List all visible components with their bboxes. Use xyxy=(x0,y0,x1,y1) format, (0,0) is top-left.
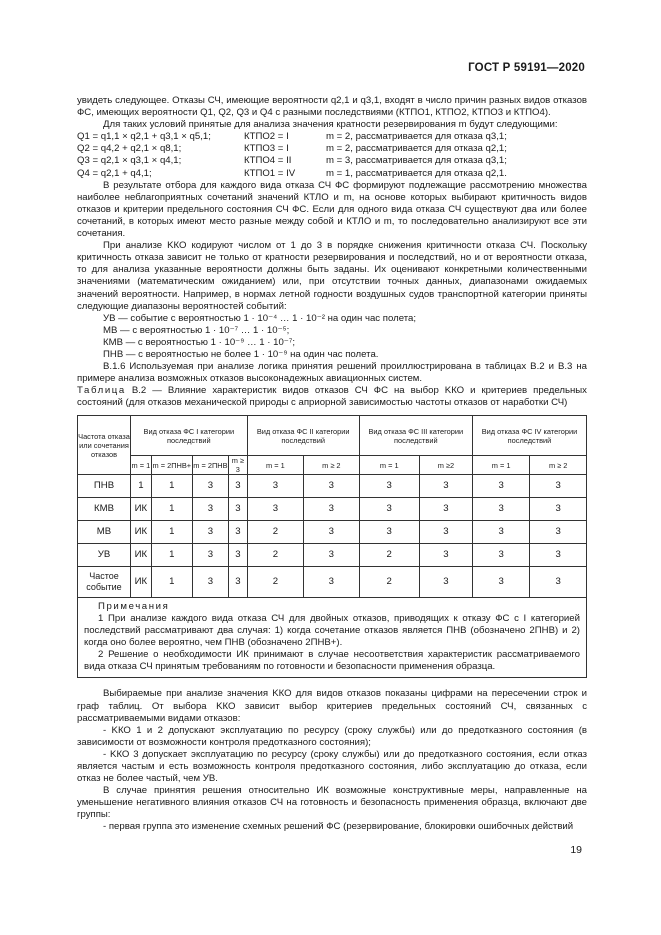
table-cell: 3 xyxy=(419,521,472,544)
page-body xyxy=(77,95,587,834)
table-corner-header: Частота отказа или сочетания отказов xyxy=(78,416,131,475)
table-subheader: m ≥ 3 xyxy=(229,456,248,475)
equation-ktpo: КТПО4 = II xyxy=(244,155,292,167)
table-cell: 3 xyxy=(192,498,228,521)
table-row-label: Частое событие xyxy=(78,567,131,598)
table-notes xyxy=(77,598,587,678)
paragraph: - KКО 1 и 2 допускают эксплуатацию по ресурсу (сроку службы) или до предотказного состояния (в зависимости от возможности контроля предотказного состояния); xyxy=(77,724,587,748)
equation-rhs: m = 2, рассматривается для отказа q3,1; xyxy=(326,131,507,143)
paragraph: В.1.6 Используемая при анализе логика принятия решений проиллюстрирована в таблицах В.2 и В.3 на примере анализа возможных отказов высоконадежных авиационных систем. xyxy=(77,361,587,385)
table-cell: 3 xyxy=(229,567,248,598)
equation-rhs: m = 3, рассматривается для отказа q3,1; xyxy=(326,155,507,167)
table-row xyxy=(78,475,587,498)
table-cell: 3 xyxy=(229,544,248,567)
table-header-row xyxy=(78,416,587,456)
paragraph: - KКО 3 допускает эксплуатацию по ресурсу (сроку службы) или до предотказного состояния, если отказ является частым и есть возможность контроля предотказного состояния, либо эксплуатацию до отказа, если отказ не более частый, чем УВ. xyxy=(77,748,587,785)
table-cell: 3 xyxy=(472,567,529,598)
equation-lhs: Q4 = q2,1 + q4,1; xyxy=(77,167,152,179)
page-number: 19 xyxy=(570,844,582,856)
table-cell: 2 xyxy=(247,567,303,598)
table-cell: 3 xyxy=(359,521,419,544)
table-cell: 3 xyxy=(192,475,228,498)
table-cell: 2 xyxy=(247,544,303,567)
table-cell: 3 xyxy=(192,544,228,567)
table-note: 1 При анализе каждого вида отказа СЧ для двойных отказов, приводящих к отказу ФС с I категорией последствий рассматривают два случая: 1) когда сочетание отказов является ПНВ (обозначено 2ПНВ) и 2) когда оно более вероятно, чем ПНВ (обозначено 2ПНВ+). xyxy=(84,613,580,649)
table-subheader: m = 2ПНВ xyxy=(192,456,228,475)
table-cell: 3 xyxy=(530,567,587,598)
table-cell: 2 xyxy=(359,567,419,598)
table-cell: 3 xyxy=(229,475,248,498)
equation-row xyxy=(77,143,587,155)
notes-title: Примечания xyxy=(98,601,170,613)
table-cell: 3 xyxy=(530,498,587,521)
equation-ktpo: КТПО3 = I xyxy=(244,143,289,155)
probability-range: КМВ — с вероятностью 1 · 10⁻⁹ … 1 · 10⁻⁷; xyxy=(103,336,295,348)
table-cell: 3 xyxy=(472,475,529,498)
table-cell: 1 xyxy=(151,567,192,598)
table-caption-text: В.2 — Влияние характеристик видов отказов СЧ ФС на выбор KКО и критериев предельных состояний (для отказов механической природы с априорной зависимостью частоты отказов от наработки СЧ) xyxy=(77,385,587,409)
equation-rhs: m = 2, рассматривается для отказа q2,1; xyxy=(326,143,507,155)
table-subheader: m = 1 xyxy=(131,456,152,475)
table-subheader: m = 2ПНВ+ xyxy=(151,456,192,475)
table-cell: 3 xyxy=(530,544,587,567)
equation-lhs: Q1 = q1,1 × q2,1 + q3,1 × q5,1; xyxy=(77,131,211,143)
equation-list xyxy=(77,131,587,179)
table-cell: 3 xyxy=(419,475,472,498)
table-cell: 3 xyxy=(192,521,228,544)
table-group-header: Вид отказа ФС II категории последствий xyxy=(247,416,359,456)
table-cell: 3 xyxy=(304,567,360,598)
table-cell: 3 xyxy=(419,544,472,567)
table-cell: 1 xyxy=(131,475,152,498)
table-cell: ИК xyxy=(131,544,152,567)
table-cell: 3 xyxy=(359,475,419,498)
table-caption-word: Таблица xyxy=(77,385,126,397)
table-cell: 3 xyxy=(304,498,360,521)
table-row-label: УВ xyxy=(78,544,131,567)
equation-row xyxy=(77,131,587,143)
table-cell: 3 xyxy=(472,544,529,567)
table-group-header: Вид отказа ФС III категории последствий xyxy=(359,416,472,456)
equation-lhs: Q3 = q2,1 × q3,1 × q4,1; xyxy=(77,155,182,167)
equation-ktpo: КТПО1 = IV xyxy=(244,167,296,179)
table-cell: 1 xyxy=(151,521,192,544)
equation-rhs: m = 1, рассматривается для отказа q2,1. xyxy=(326,167,507,179)
table-cell: 3 xyxy=(229,498,248,521)
table-subheader: m = 1 xyxy=(247,456,303,475)
paragraph: В результате отбора для каждого вида отказа СЧ ФС формируют подлежащие рассмотрению множества наиболее неблагоприятных сочетаний значений КТЛО и m, на основе которых выбирают критичность видов отказов и критерии предельного состояния СЧ ФС. Если для одного вида отказа СЧ существуют два или более сочетаний, в которых имеют место разные между собой и КТЛО и m, то последовательно анализируют все эти сочетания. xyxy=(77,179,587,240)
table-cell: 3 xyxy=(359,498,419,521)
table-subheader: m = 1 xyxy=(472,456,529,475)
paragraph: Для таких условий принятые для анализа значения кратности резервирования m будут следующими: xyxy=(103,119,558,131)
probability-range: ПНВ — с вероятностью не более 1 · 10⁻⁹ на один час полета. xyxy=(103,348,379,360)
table-cell: 3 xyxy=(530,521,587,544)
table-subheader: m ≥2 xyxy=(419,456,472,475)
paragraph: увидеть следующее. Отказы СЧ, имеющие вероятности q2,1 и q3,1, входят в число причин разных видов отказов ФС, имеющих вероятности Q1, Q2, Q3 и Q4 с разными последствиями (КТПО1, КТПО2, КТПО3 и КТПО4). xyxy=(77,95,587,119)
table-cell: 3 xyxy=(247,475,303,498)
table-cell: 1 xyxy=(151,475,192,498)
table-row xyxy=(78,498,587,521)
table-cell: 3 xyxy=(304,521,360,544)
table-row-label: ПНВ xyxy=(78,475,131,498)
probability-range: МВ — с вероятностью 1 · 10⁻⁷ … 1 · 10⁻⁵; xyxy=(103,324,290,336)
document-standard-id: ГОСТ Р 59191—2020 xyxy=(468,62,585,74)
table-row xyxy=(78,544,587,567)
table-body xyxy=(78,475,587,598)
probability-range: УВ — событие с вероятностью 1 · 10⁻⁴ … 1 · 10⁻² на один час полета; xyxy=(103,312,416,324)
equation-lhs: Q2 = q4,2 + q2,1 × q8,1; xyxy=(77,143,182,155)
table-note: 2 Решение о необходимости ИК принимают в случае несоответствия характеристик рассматриваемого вида отказа СЧ принятым требованиям по готовности и безопасности применения образца. xyxy=(84,649,580,673)
table-subheader: m ≥ 2 xyxy=(530,456,587,475)
table-cell: 3 xyxy=(419,498,472,521)
table-cell: 3 xyxy=(530,475,587,498)
table-cell: ИК xyxy=(131,498,152,521)
decision-table xyxy=(77,415,587,598)
equation-ktpo: КТПО2 = I xyxy=(244,131,289,143)
table-cell: 3 xyxy=(247,498,303,521)
table-cell: ИК xyxy=(131,521,152,544)
table-cell: ИК xyxy=(131,567,152,598)
table-subheader: m ≥ 2 xyxy=(304,456,360,475)
paragraph: При анализе KКО кодируют числом от 1 до 3 в порядке снижения критичности отказа СЧ. Поскольку критичность отказа зависит не только от кратности резервирования и последствий, но и от вероятности отказа, то для анализа указанные вероятности должны быть заданы. Их оценивают конкретными количественными значениями (математическим ожиданием) или, при отсутствии точных данных, диапазонами ожидаемых значений вероятности. Например, в нормах летной годности воздушных судов транспортной категории приняты следующие диапазоны вероятностей событий: xyxy=(77,240,587,312)
table-cell: 3 xyxy=(304,544,360,567)
paragraph: - первая группа это изменение схемных решений ФС (резервирование, блокировки ошибочных действий xyxy=(103,821,574,833)
table-subheader-row xyxy=(78,456,587,475)
paragraph: Выбираемые при анализе значения KКО для видов отказов показаны цифрами на пересечении строк и граф таблиц. От выбора KКО зависит выбор критериев предельных состояний СЧ, связанных с рассматриваемыми видами отказов: xyxy=(77,688,587,724)
table-row xyxy=(78,521,587,544)
table-cell: 1 xyxy=(151,498,192,521)
table-group-header: Вид отказа ФС IV категории последствий xyxy=(472,416,586,456)
table-row xyxy=(78,567,587,598)
table-group-header: Вид отказа ФС I категории последствий xyxy=(131,416,248,456)
table-cell: 3 xyxy=(472,521,529,544)
table-row-label: КМВ xyxy=(78,498,131,521)
table-cell: 1 xyxy=(151,544,192,567)
table-cell: 3 xyxy=(229,521,248,544)
equation-row xyxy=(77,155,587,167)
table-subheader: m = 1 xyxy=(359,456,419,475)
table-cell: 2 xyxy=(359,544,419,567)
paragraph: В случае принятия решения относительно ИК возможные конструктивные меры, направленные на уменьшение негативного влияния отказов СЧ на готовность и безопасность применения образца, включают две группы: xyxy=(77,785,587,821)
table-row-label: МВ xyxy=(78,521,131,544)
table-cell: 3 xyxy=(304,475,360,498)
table-cell: 3 xyxy=(472,498,529,521)
table-cell: 3 xyxy=(419,567,472,598)
equation-row xyxy=(77,168,587,180)
table-caption xyxy=(77,385,587,409)
table-cell: 3 xyxy=(192,567,228,598)
table-cell: 2 xyxy=(247,521,303,544)
